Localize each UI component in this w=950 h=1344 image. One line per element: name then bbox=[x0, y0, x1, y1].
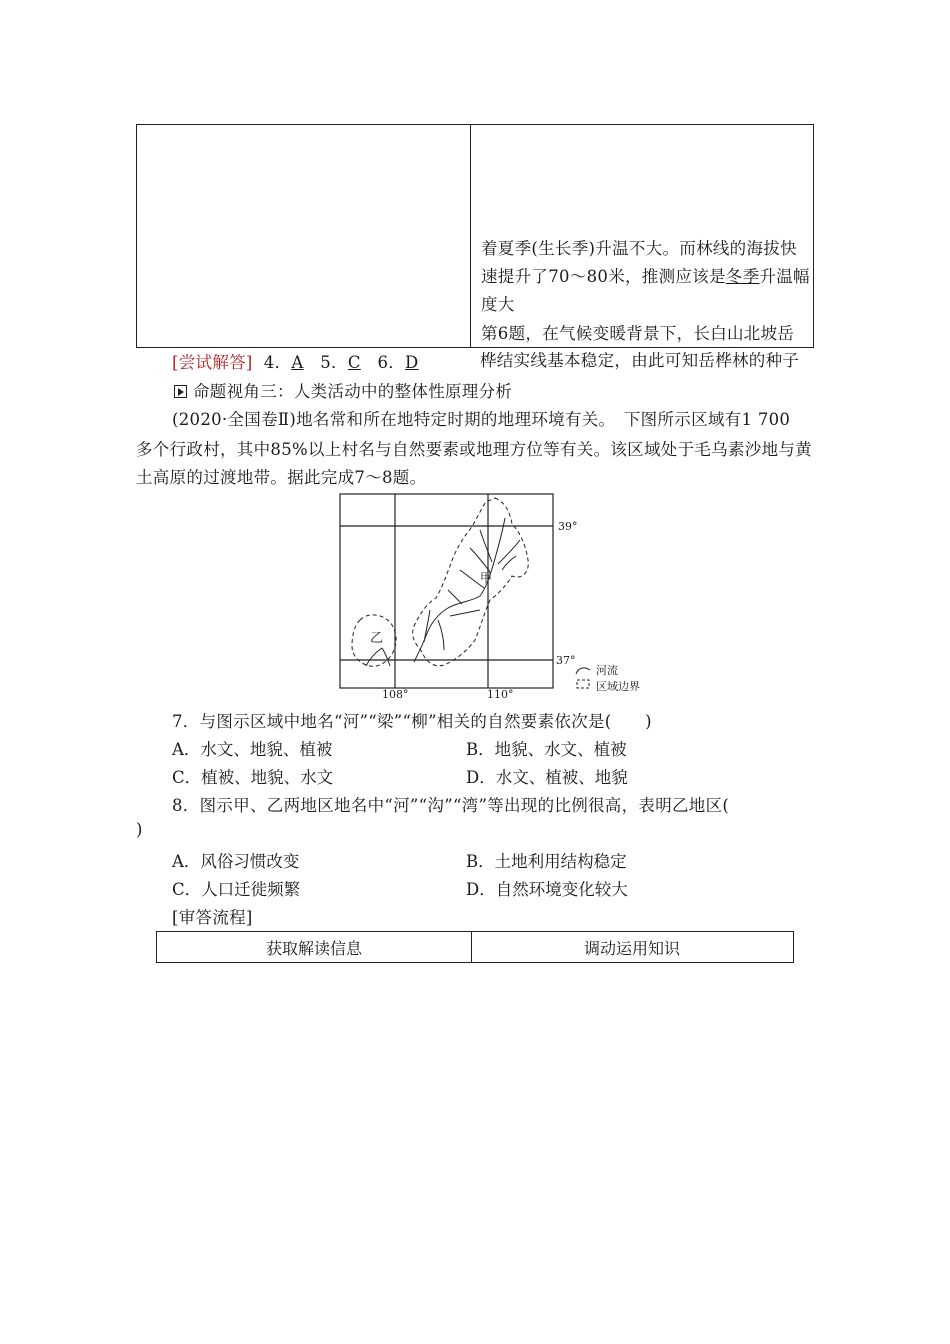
flow-col-knowledge: 调动运用知识 bbox=[583, 939, 680, 958]
flow-col-info: 获取解读信息 bbox=[265, 939, 362, 958]
answer-5: C bbox=[347, 353, 361, 372]
river-yi bbox=[366, 648, 390, 666]
intro-line-3: 土高原的过渡地带。据此完成7～8题。 bbox=[136, 468, 427, 487]
river-trib-1 bbox=[498, 540, 520, 564]
table-text-line-2: 速提升了70～80米，推测应该是冬季升温幅 bbox=[481, 267, 810, 286]
flow-table bbox=[156, 931, 794, 963]
q7-option-b: B．地貌、水文、植被 bbox=[466, 740, 627, 759]
legend-boundary-label: 区域边界 bbox=[596, 680, 640, 693]
answer-line: [尝试解答] 4．A 5．C 6．D bbox=[172, 353, 419, 372]
region-map bbox=[330, 490, 660, 702]
river-trib-5 bbox=[448, 590, 462, 604]
legend-river-icon bbox=[576, 668, 590, 674]
label-lat-37: 37° bbox=[556, 654, 576, 667]
legend-river-label: 河流 bbox=[596, 664, 618, 677]
table-text-line-3: 度大 bbox=[481, 295, 515, 314]
q7-option-a: A．水文、地貌、植被 bbox=[172, 740, 333, 759]
region-boundary-jia bbox=[413, 498, 529, 666]
q8-option-c: C．人口迁徙频繁 bbox=[172, 880, 301, 899]
answer-4: A bbox=[291, 353, 304, 372]
section-title: 命题视角三：人类活动中的整体性原理分析 bbox=[174, 378, 512, 402]
table-text-line-1: 着夏季(生长季)升温不大。而林线的海拔快 bbox=[481, 239, 797, 258]
table-text-line-4: 第6题，在气候变暖背景下，长白山北坡岳 bbox=[481, 324, 795, 343]
intro-line-1: (2020·全国卷Ⅱ)地名常和所在地特定时期的地理环境有关。 下图所示区域有1 700 bbox=[172, 410, 791, 429]
explanation-table bbox=[136, 124, 814, 348]
river-trib-6 bbox=[450, 610, 480, 616]
river-trib-3 bbox=[470, 548, 490, 572]
table-overflow-line: 桦结实线基本稳定，由此可知岳桦林的种子 bbox=[480, 351, 800, 370]
river-trib-7 bbox=[438, 620, 444, 650]
river-main bbox=[414, 518, 505, 662]
q8-option-d: D．自然环境变化较大 bbox=[466, 880, 628, 899]
legend-boundary-icon bbox=[577, 680, 589, 688]
table-divider bbox=[470, 125, 471, 347]
q7-option-c: C．植被、地貌、水文 bbox=[172, 768, 334, 787]
label-lon-110: 110° bbox=[487, 688, 514, 701]
label-jia: 甲 bbox=[480, 571, 493, 585]
q8-stem: 8．图示甲、乙两地区地名中“河”“沟”“湾”等出现的比例很高，表明乙地区( bbox=[172, 796, 730, 815]
q7-stem: 7．与图示区域中地名“河”“梁”“柳”相关的自然要素依次是( ) bbox=[172, 712, 652, 731]
underlined-winter: 冬季 bbox=[725, 267, 760, 286]
q8-option-b: B．土地利用结构稳定 bbox=[466, 852, 627, 871]
river-trib-8 bbox=[424, 610, 430, 642]
map-frame bbox=[340, 494, 553, 688]
answer-label: [尝试解答] bbox=[172, 353, 253, 372]
intro-line-2: 多个行政村，其中85%以上村名与自然要素或地理方位等有关。该区域处于毛乌素沙地与黄 bbox=[136, 440, 812, 459]
play-icon bbox=[174, 385, 187, 398]
flow-label: [审答流程] bbox=[172, 908, 253, 927]
q8-stem-cont: ) bbox=[136, 820, 143, 839]
answer-6: D bbox=[405, 353, 419, 372]
label-lat-39: 39° bbox=[558, 520, 578, 533]
river-trib-2 bbox=[480, 530, 492, 562]
q8-option-a: A．风俗习惯改变 bbox=[172, 852, 300, 871]
q7-option-d: D．水文、植被、地貌 bbox=[466, 768, 628, 787]
label-yi: 乙 bbox=[370, 631, 384, 646]
label-lon-108: 108° bbox=[382, 688, 409, 701]
